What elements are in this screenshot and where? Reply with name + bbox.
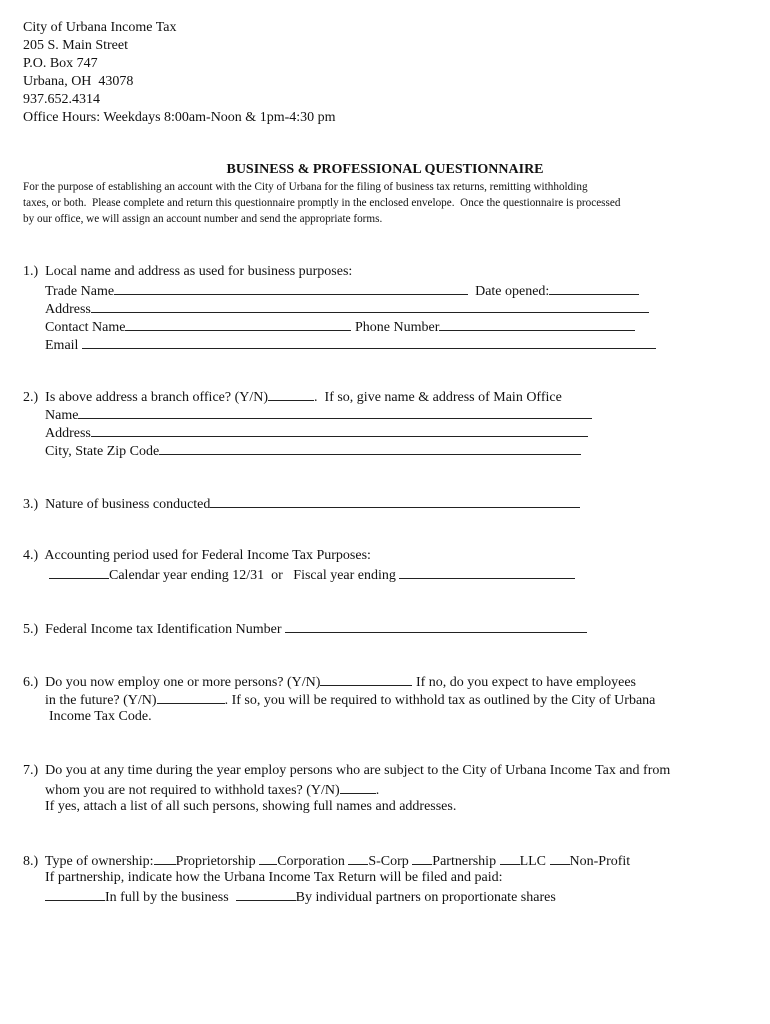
q3-label: 3.) Nature of business conducted: [23, 497, 211, 512]
q6-future-label-b: . If so, you will be required to withhold tax as outlined by the City of Urbana: [224, 693, 656, 708]
partnership-field[interactable]: [412, 851, 432, 865]
q6-row-2: [45, 690, 655, 710]
calendar-year-field[interactable]: [49, 565, 109, 579]
partnership-label: Partnership: [432, 854, 497, 869]
intro-line-2: taxes, or both. Please complete and return this questionnaire promptly in the enclosed envelope. Once the questionnaire is processed: [23, 197, 621, 209]
phone-number-label: Phone Number: [354, 320, 440, 335]
main-office-city-field[interactable]: [159, 441, 581, 455]
corporation-field[interactable]: [259, 851, 277, 865]
q8-row-3: [45, 887, 556, 907]
q2-label-b: . If so, give name & address of Main Office: [314, 390, 562, 405]
q8-label: 8.) Type of ownership:: [23, 854, 154, 869]
q8-row-2: If partnership, indicate how the Urbana Income Tax Return will be filed and paid:: [45, 870, 503, 885]
intro-line-1: For the purpose of establishing an account with the City of Urbana for the filing of business tax returns, remitting withholding: [23, 181, 588, 193]
q6-row-3: Income Tax Code.: [49, 709, 152, 724]
q6-row-1: [23, 672, 636, 692]
date-opened-field[interactable]: [549, 281, 639, 295]
by-partners-field[interactable]: [236, 887, 296, 901]
llc-label: LLC: [519, 854, 547, 869]
org-name: City of Urbana Income Tax: [23, 20, 177, 35]
q1-contact-row: [45, 317, 635, 337]
non-withheld-field[interactable]: [340, 780, 376, 794]
nature-of-business-field[interactable]: [210, 494, 580, 508]
office-hours: Office Hours: Weekdays 8:00am-Noon & 1pm-4:30 pm: [23, 110, 336, 125]
q2-address-row: [45, 423, 588, 443]
branch-office-field[interactable]: [268, 387, 314, 401]
q7-row-1: 7.) Do you at any time during the year employ persons who are subject to the City of Urbana Income Tax and from: [23, 763, 671, 778]
fiscal-year-field[interactable]: [399, 565, 575, 579]
employ-future-field[interactable]: [157, 690, 225, 704]
q2-city-row: [45, 441, 581, 461]
address-label: Address: [45, 302, 91, 317]
phone-number: 937.652.4314: [23, 92, 100, 107]
email-label: Email: [45, 338, 79, 353]
q5-label: 5.) Federal Income tax Identification Number: [23, 622, 282, 637]
contact-name-field[interactable]: [125, 317, 351, 331]
by-partners-label: By individual partners on proportionate shares: [295, 890, 556, 905]
q3-row: [23, 494, 580, 514]
email-field[interactable]: [82, 335, 656, 349]
trade-name-label: Trade Name: [45, 284, 115, 299]
main-office-name-label: Name: [45, 408, 79, 423]
q4-period-row: [49, 565, 575, 585]
q6-label-b: If no, do you expect to have employees: [412, 675, 636, 690]
proprietorship-label: Proprietorship: [175, 854, 256, 869]
q1-trade-row: [45, 281, 639, 301]
q1-address-row: [45, 299, 649, 319]
po-box: P.O. Box 747: [23, 56, 98, 71]
q7-label-b: whom you are not required to withhold taxes? (Y/N): [45, 783, 340, 798]
employ-now-field[interactable]: [320, 672, 412, 686]
main-office-address-label: Address: [45, 426, 91, 441]
llc-field[interactable]: [500, 851, 520, 865]
q1-email-row: [45, 335, 656, 355]
q8-row-1: [23, 851, 630, 871]
trade-name-field[interactable]: [114, 281, 468, 295]
date-opened-label: Date opened:: [475, 284, 550, 299]
s-corp-field[interactable]: [348, 851, 368, 865]
full-by-business-label: In full by the business: [105, 890, 229, 905]
main-office-name-field[interactable]: [78, 405, 592, 419]
q6-label: 6.) Do you now employ one or more persons? (Y/N): [23, 675, 321, 690]
form-title: BUSINESS & PROFESSIONAL QUESTIONNAIRE: [226, 162, 544, 177]
q2-name-row: [45, 405, 592, 425]
q5-row: [23, 619, 587, 639]
contact-name-label: Contact Name: [45, 320, 126, 335]
phone-number-field[interactable]: [439, 317, 635, 331]
address-field[interactable]: [91, 299, 649, 313]
main-office-address-field[interactable]: [91, 423, 588, 437]
non-profit-label: Non-Profit: [569, 854, 631, 869]
city-state-zip: Urbana, OH 43078: [23, 74, 134, 89]
q6-future-label: in the future? (Y/N): [45, 693, 157, 708]
q1-label: 1.) Local name and address as used for business purposes:: [23, 264, 353, 279]
proprietorship-field[interactable]: [154, 851, 176, 865]
q7-row-2: [45, 780, 379, 800]
street-address: 205 S. Main Street: [23, 38, 128, 53]
calendar-year-label: Calendar year ending 12/31 or Fiscal year ending: [109, 568, 396, 583]
full-by-business-field[interactable]: [45, 887, 105, 901]
main-office-city-label: City, State Zip Code: [45, 444, 160, 459]
non-profit-field[interactable]: [550, 851, 570, 865]
q4-label: 4.) Accounting period used for Federal Income Tax Purposes:: [23, 548, 371, 563]
corporation-label: Corporation: [277, 854, 345, 869]
fein-field[interactable]: [285, 619, 587, 633]
intro-line-3: by our office, we will assign an account number and send the appropriate forms.: [23, 213, 383, 225]
q7-period: .: [375, 783, 380, 798]
q2-row: [23, 387, 562, 407]
s-corp-label: S-Corp: [368, 854, 409, 869]
q2-label: 2.) Is above address a branch office? (Y/N): [23, 390, 269, 405]
q7-row-3: If yes, attach a list of all such persons, showing full names and addresses.: [45, 799, 457, 814]
